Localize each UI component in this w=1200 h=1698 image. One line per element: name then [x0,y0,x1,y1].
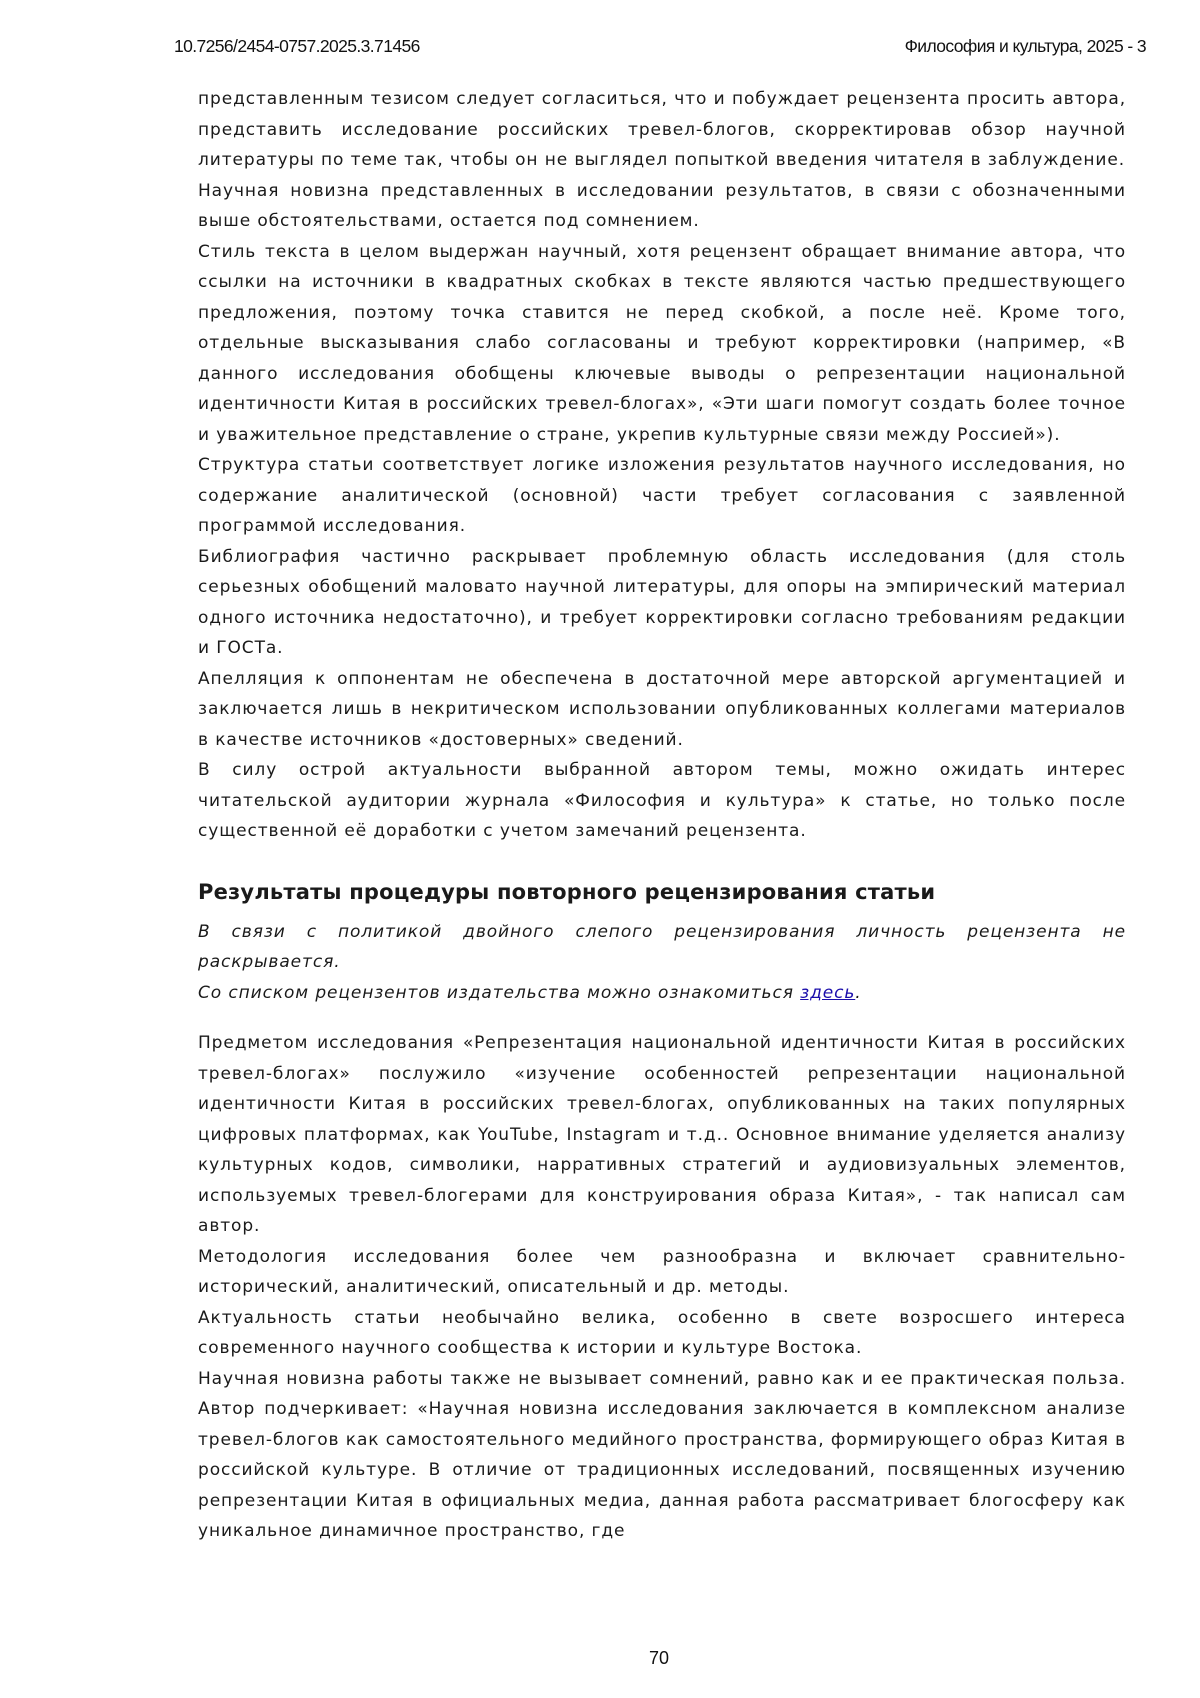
page-number: 70 [0,1648,1200,1669]
paragraph: представленным тезисом следует согласиться, что и побуждает рецензента просить автора, представить исследование российских тревел-блогов, скорректировав обзор научной литературы по теме так, чтобы он не выглядел попыткой введения читателя в заблуждение. [198,84,1126,176]
doi: 10.7256/2454-0757.2025.3.71456 [174,36,420,57]
paragraph: Структура статьи соответствует логике изложения результатов научного исследования, но содержание аналитической (основной) части требует согласования с заявленной программой исследования. [198,450,1126,542]
note-line [198,978,1126,1009]
paragraph: В силу острой актуальности выбранной автором темы, можно ожидать интерес читательской аудитории журнала «Философия и культура» к статье, но только после существенной её доработки с учетом замечаний рецензента. [198,755,1126,847]
review-text [198,1028,1126,1547]
paragraph: Предметом исследования «Репрезентация национальной идентичности Китая в российских тревел-блогах» послужило «изучение особенностей репрезентации национальной идентичности Китая в российских тревел-блогах, опубликованных на таких популярных цифровых платформах, как YouTube, Instagram и т.д.. Основное внимание уделяется анализу культурных кодов, символики, нарративных стратегий и аудиовизуальных элементов, используемых тревел-блогерами для конструирования образа Китая», - так написал сам автор. [198,1028,1126,1242]
paragraph: Научная новизна представленных в исследовании результатов, в связи с обозначенными выше обстоятельствами, остается под сомнением. [198,176,1126,237]
paragraph: Методология исследования более чем разнообразна и включает сравнительно-исторический, аналитический, описательный и др. методы. [198,1242,1126,1303]
review-note [198,917,1126,1009]
paragraph: Стиль текста в целом выдержан научный, хотя рецензент обращает внимание автора, что ссылки на источники в квадратных скобках в тексте являются частью предшествующего предложения, поэтому точка ставится не перед скобкой, а после неё. Кроме того, отдельные высказывания слабо согласованы и требуют корректировки (например, «В данного исследования обобщены ключевые выводы о репрезентации национальной идентичности Китая в российских тревел-блогах», «Эти шаги помогут создать более точное и уважительное представление о стране, укрепив культурные связи между Россией»). [198,237,1126,451]
note-text: Со списком рецензентов издательства можно ознакомиться [198,983,800,1003]
note-line: В связи с политикой двойного слепого рецензирования личность рецензента не раскрывается. [198,917,1126,978]
paragraph: Апелляция к оппонентам не обеспечена в достаточной мере авторской аргументацией и заключается лишь в некритическом использовании опубликованных коллегами материалов в качестве источников «достоверных» сведений. [198,664,1126,756]
journal-title: Философия и культура, 2025 - 3 [905,36,1146,57]
paragraph: Научная новизна работы также не вызывает сомнений, равно как и ее практическая польза. Автор подчеркивает: «Научная новизна исследования заключается в комплексном анализе тревел-блогов как самостоятельного медийного пространства, формирующего образ Китая в российской культуре. В отличие от традиционных исследований, посвященных изучению репрезентации Китая в официальных медиа, данная работа рассматривает блогосферу как уникальное динамичное пространство, где [198,1364,1126,1547]
article-body [198,84,1126,1547]
section-heading: Результаты процедуры повторного рецензирования статьи [198,877,1126,907]
paragraph: Библиография частично раскрывает проблемную область исследования (для столь серьезных обобщений маловато научной литературы, для опоры на эмпирический материал одного источника недостаточно), и требует корректировки согласно требованиям редакции и ГОСТа. [198,542,1126,664]
paragraph: Актуальность статьи необычайно велика, особенно в свете возросшего интереса современного научного сообщества к истории и культуре Востока. [198,1303,1126,1364]
page-header [174,36,1146,62]
note-text: . [855,983,861,1003]
reviewers-link[interactable]: здесь [800,983,855,1003]
